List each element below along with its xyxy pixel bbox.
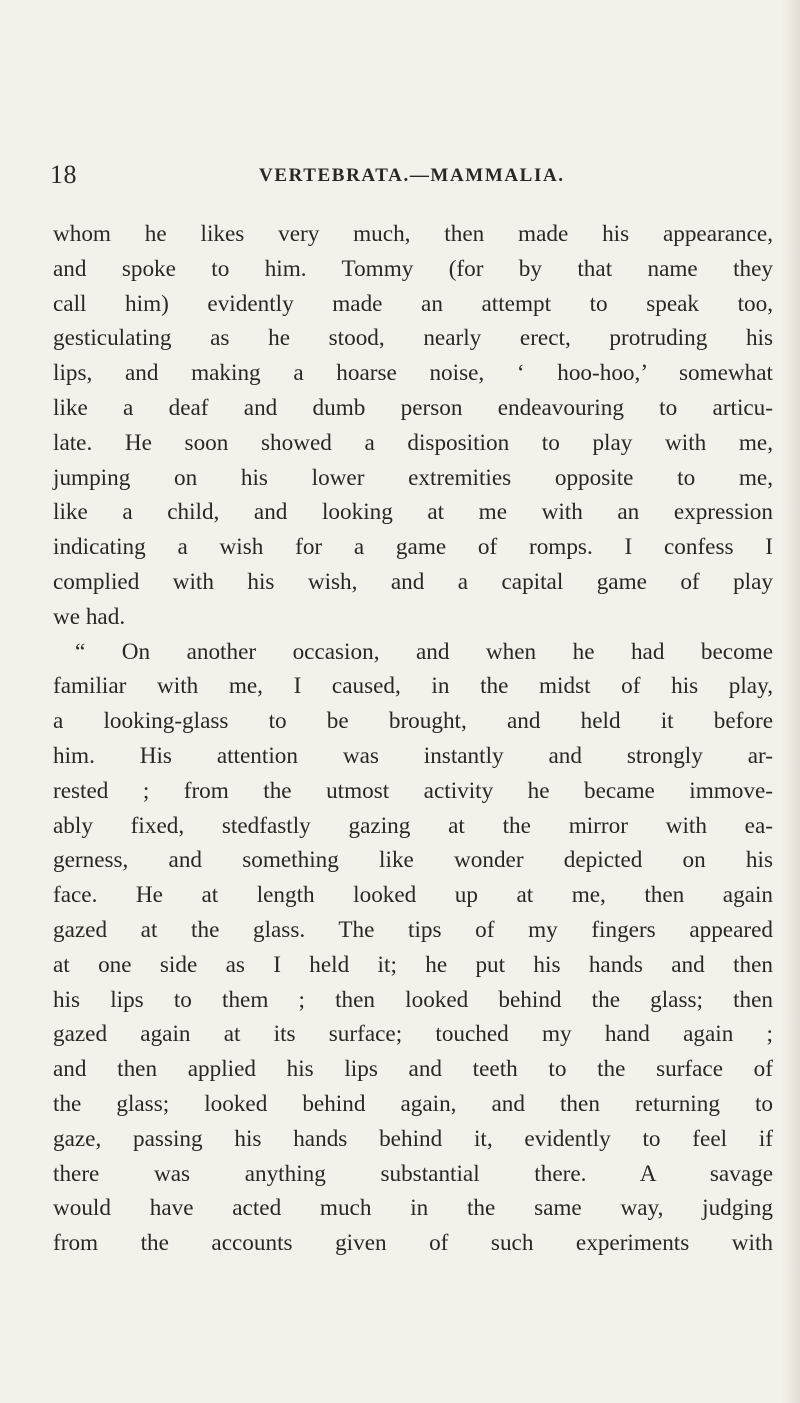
text-line: whom he likes very much, then made his appearance, (53, 221, 773, 247)
running-title: VERTEBRATA.—MAMMALIA. (259, 165, 565, 186)
text-line: there was anything substantial there. A savage (53, 1160, 773, 1187)
text-line: ably fixed, stedfastly gazing at the mirror with ea- (53, 812, 773, 839)
text-line: like a deaf and dumb person endeavouring to articu- (53, 394, 773, 421)
page-edge-shadow (782, 0, 800, 1403)
text-line: familiar with me, I caused, in the midst of his play, (53, 673, 773, 700)
text-line: late. He soon showed a disposition to play with me, (53, 429, 773, 456)
text-line: we had. (53, 603, 126, 630)
text-line: gaze, passing his hands behind it, evidently to feel if (53, 1125, 773, 1152)
text-line: a looking-glass to be brought, and held it before (53, 708, 773, 735)
text-line: from the accounts given of such experiments with (53, 1230, 773, 1257)
text-line: “ On another occasion, and when he had become (75, 638, 773, 665)
text-line: at one side as I held it; he put his hands and then (53, 951, 773, 978)
text-line: indicating a wish for a game of romps. I confess I (53, 534, 773, 561)
text-line: his lips to them ; then looked behind the glass; then (53, 986, 773, 1013)
running-head (50, 160, 770, 200)
text-line: complied with his wish, and a capital game of play (53, 568, 773, 595)
text-line: call him) evidently made an attempt to speak too, (53, 290, 773, 317)
text-line: gazed at the glass. The tips of my fingers appeared (53, 916, 773, 943)
text-line: and spoke to him. Tommy (for by that name they (53, 255, 773, 282)
text-line: and then applied his lips and teeth to the surface of (53, 1056, 773, 1083)
text-line: gesticulating as he stood, nearly erect, protruding his (53, 325, 773, 352)
text-line: jumping on his lower extremities opposite to me, (53, 464, 773, 491)
text-line: gerness, and something like wonder depicted on his (53, 847, 773, 874)
text-line: face. He at length looked up at me, then again (53, 882, 773, 909)
text-line: like a child, and looking at me with an expression (53, 499, 773, 526)
text-line: the glass; looked behind again, and then returning to (53, 1090, 773, 1117)
text-line: rested ; from the utmost activity he became immove- (53, 777, 773, 804)
text-line: lips, and making a hoarse noise, ‘ hoo-hoo,’ somewhat (53, 360, 773, 387)
text-line: gazed again at its surface; touched my hand again ; (53, 1021, 773, 1048)
page-number: 18 (50, 160, 77, 189)
text-line: him. His attention was instantly and strongly ar- (53, 742, 773, 769)
text-line: would have acted much in the same way, judging (53, 1195, 773, 1222)
body-text (53, 217, 773, 1261)
